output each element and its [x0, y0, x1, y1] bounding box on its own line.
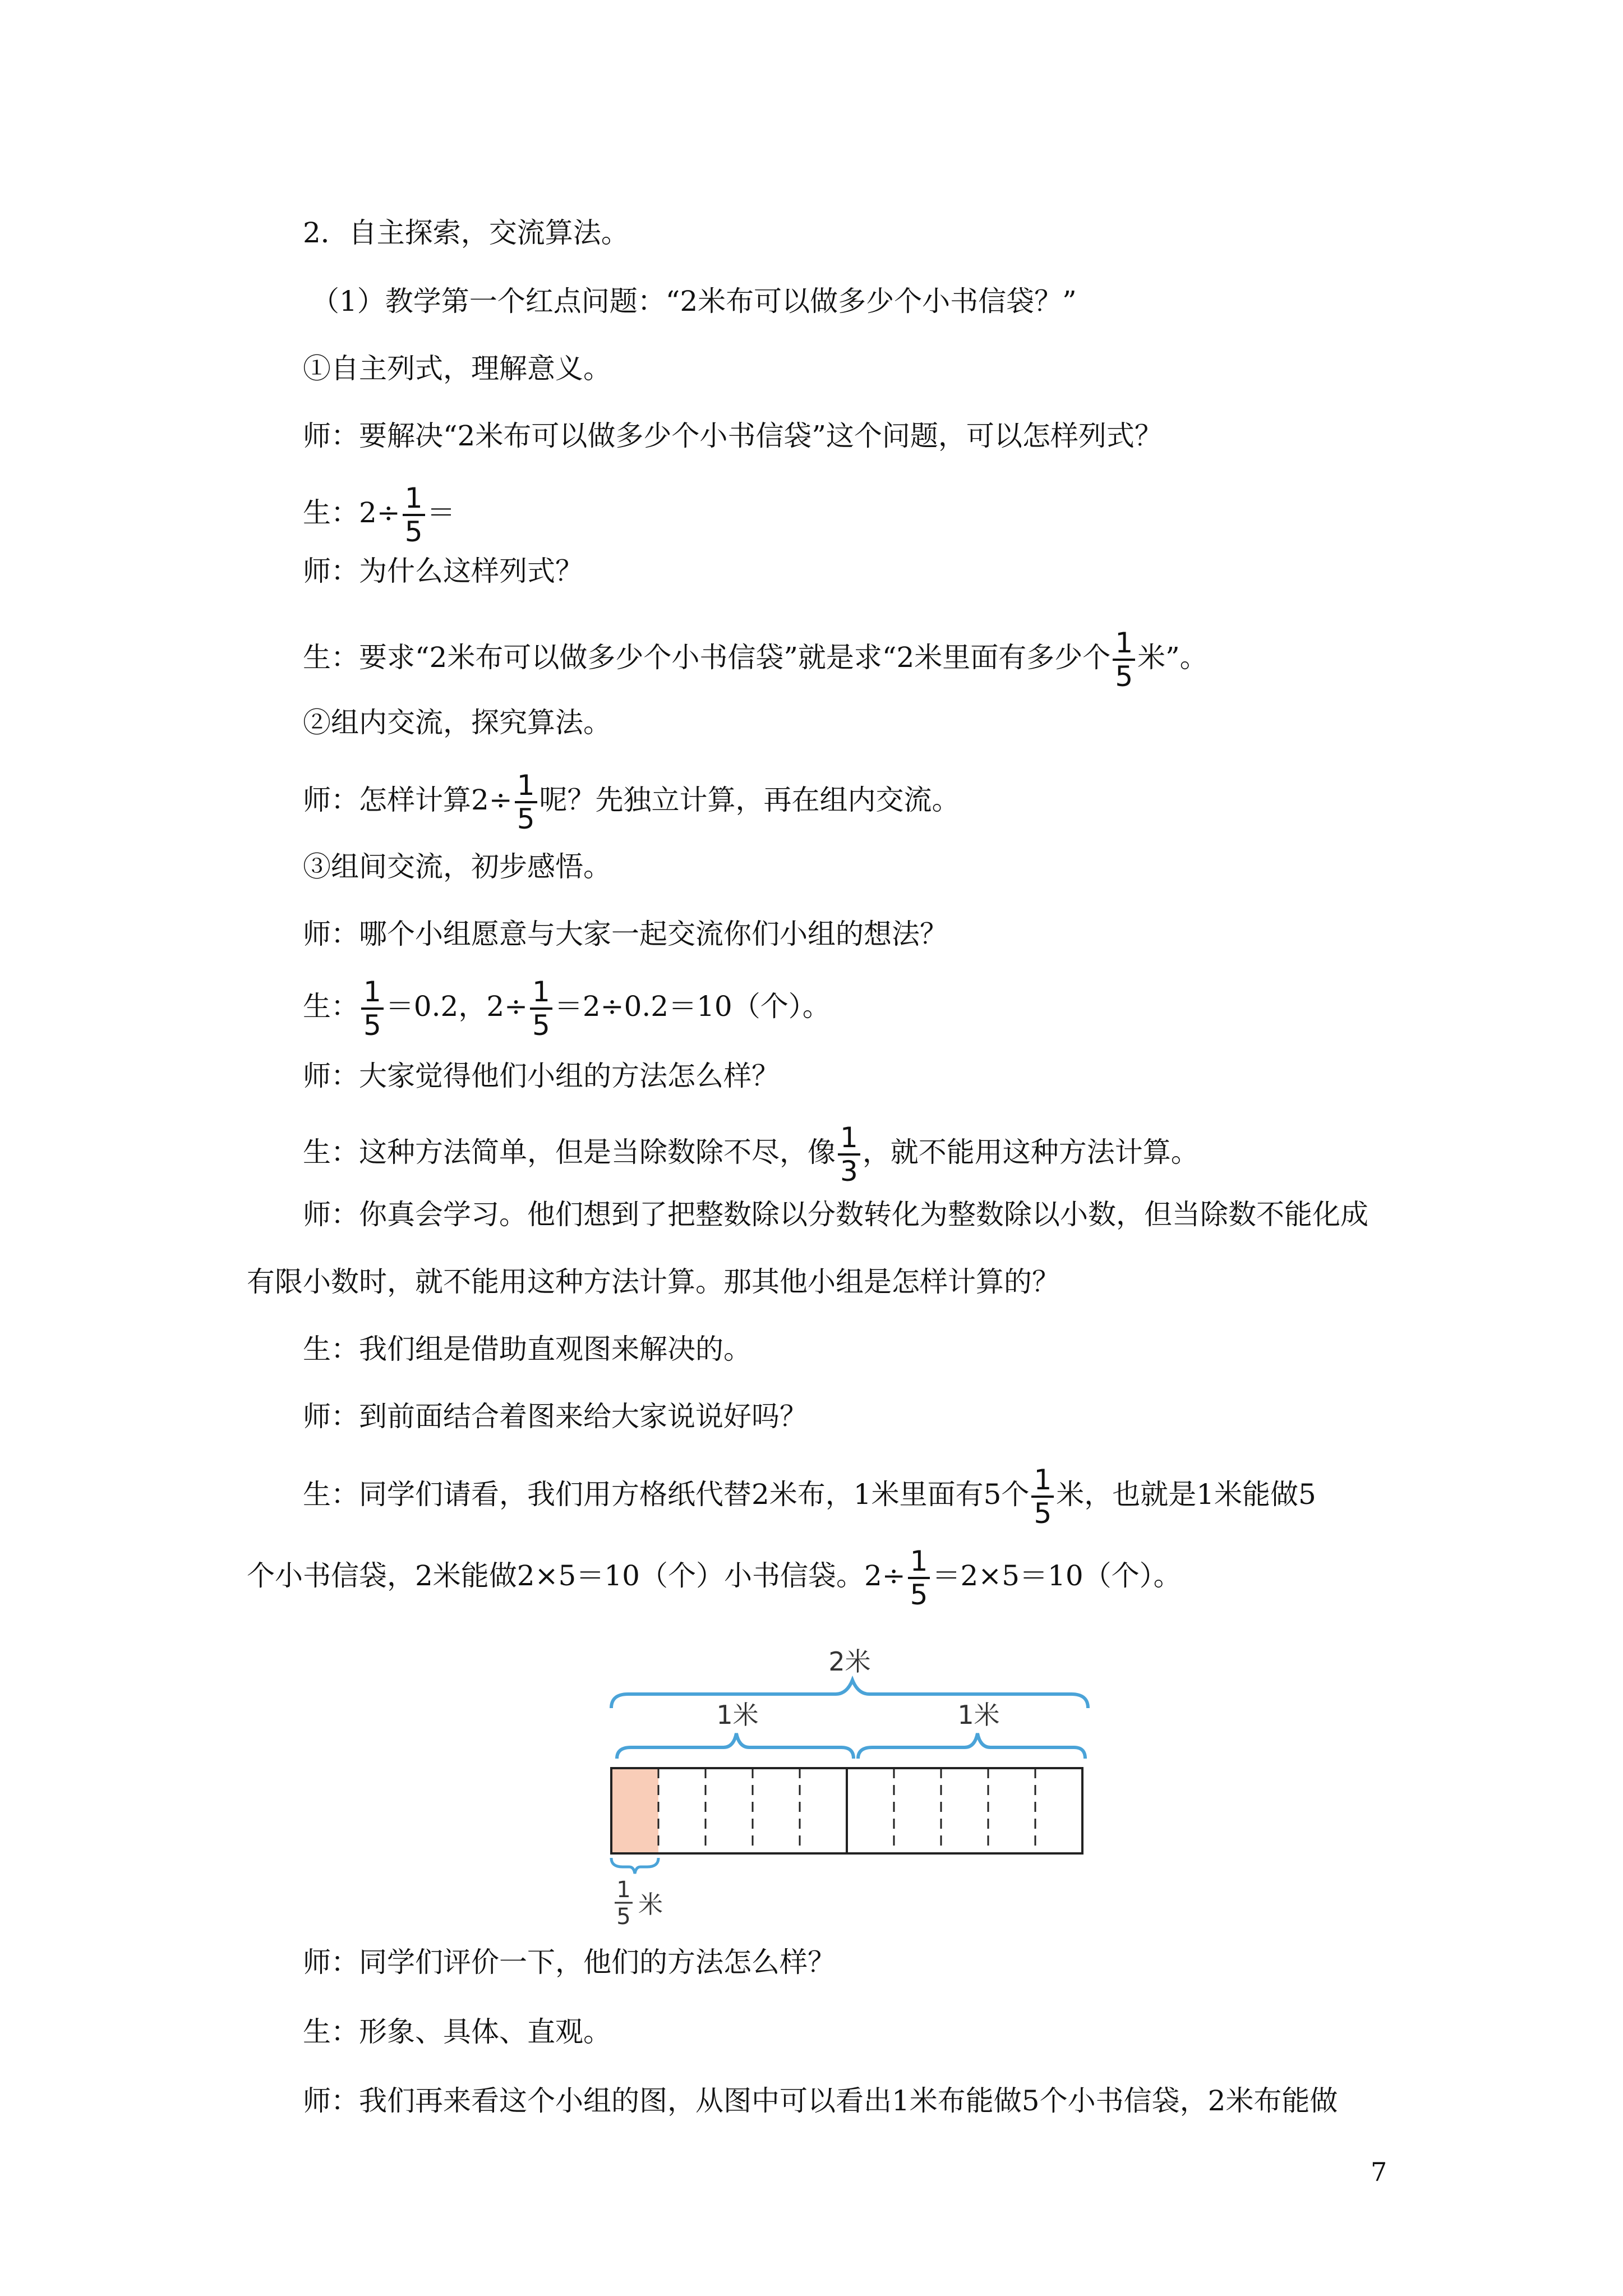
step-heading: 2．自主探索，交流算法。: [303, 217, 629, 249]
student-line: 生：我们组是借助直观图来解决的。: [303, 1333, 751, 1365]
formula-suffix: ＝: [427, 496, 455, 529]
fraction: [1031, 1464, 1054, 1529]
fraction-numerator: 1: [1115, 627, 1133, 659]
formula-suffix: ＝2×5＝10（个）。: [932, 1559, 1182, 1592]
student-formula-line: [303, 627, 1208, 692]
fraction: [1113, 627, 1135, 692]
fraction: [908, 1545, 930, 1611]
fraction: [403, 482, 425, 547]
sub-step-1: ①自主列式，理解意义。: [303, 352, 611, 385]
formula-suffix: 米”。: [1137, 641, 1208, 674]
formula-suffix: ，就不能用这种方法计算。: [862, 1136, 1199, 1168]
total-label: 2米: [828, 1646, 871, 1677]
fraction: [530, 976, 552, 1041]
teacher-line-continued: 有限小数时，就不能用这种方法计算。那其他小组是怎样计算的？: [247, 1266, 1060, 1298]
teacher-formula-line: [303, 770, 960, 835]
fraction-denominator: 5: [403, 514, 425, 547]
fraction: [361, 976, 384, 1041]
fraction-numerator: 1: [532, 976, 550, 1008]
teacher-line: 师：大家觉得他们小组的方法怎么样？: [303, 1060, 780, 1092]
student-formula-line: [303, 976, 831, 1041]
student-formula-line: [247, 1545, 1182, 1611]
formula-prefix: 生：同学们请看，我们用方格纸代替2米布，1米里面有5个: [303, 1478, 1030, 1511]
right-half-brace: [858, 1733, 1085, 1759]
fraction-denominator: 5: [515, 801, 537, 835]
fraction: [838, 1122, 860, 1187]
fraction-denominator: 5: [1113, 659, 1135, 692]
teacher-line: 师：要解决“2米布可以做多少个小书信袋”这个问题，可以怎样列式？: [303, 420, 1163, 452]
fraction-numerator: 1: [363, 976, 381, 1008]
teacher-line: 师：到前面结合着图来给大家说说好吗？: [303, 1400, 808, 1433]
teacher-line: 师：哪个小组愿意与大家一起交流你们小组的想法？: [303, 918, 948, 950]
formula-prefix: 个小书信袋，2米能做2×5＝10（个）小书信袋。2÷: [247, 1559, 906, 1592]
left-half-label: 1米: [716, 1700, 759, 1730]
formula-prefix: 生：这种方法简单，但是当除数除不尽，像: [303, 1136, 836, 1168]
fraction-denominator: 5: [361, 1007, 384, 1041]
teacher-line: 师：为什么这样列式？: [303, 555, 583, 587]
formula-prefix: 师：怎样计算2÷: [303, 784, 513, 816]
fraction-numerator: 1: [1034, 1464, 1052, 1496]
sub-step-2: ②组内交流，探究算法。: [303, 706, 611, 739]
student-formula-line: [303, 482, 455, 547]
formula-prefix: 生：2÷: [303, 496, 400, 529]
fraction-denominator: 5: [908, 1577, 930, 1611]
formula-prefix: 生：要求“2米布可以做多少个小书信袋”就是求“2米里面有多少个: [303, 641, 1111, 674]
student-formula-line: [303, 1464, 1316, 1529]
student-formula-line: [303, 1122, 1199, 1187]
fraction-denominator: 5: [1031, 1496, 1054, 1529]
fifth-label-denominator: 5: [616, 1904, 631, 1930]
formula-prefix: 生：: [303, 990, 359, 1023]
teacher-line: 师：我们再来看这个小组的图，从图中可以看出1米布能做5个小书信袋，2米布能做: [303, 2085, 1338, 2117]
fifth-label-unit: 米: [638, 1890, 663, 1919]
fraction-denominator: 3: [838, 1153, 860, 1187]
fraction-numerator: 1: [910, 1545, 928, 1577]
question-heading: （1）教学第一个红点问题：“2米布可以做多少个小书信袋？”: [311, 285, 1077, 318]
left-half-brace: [617, 1733, 854, 1759]
formula-suffix: 呢？先独立计算，再在组内交流。: [539, 784, 960, 816]
fraction-numerator: 1: [404, 482, 423, 514]
fifth-brace: [611, 1858, 658, 1874]
total-brace: [611, 1680, 1088, 1708]
right-half-label: 1米: [957, 1700, 1000, 1730]
fraction-numerator: 1: [517, 769, 535, 802]
page-number: 7: [1371, 2157, 1387, 2187]
formula-suffix: ＝2÷0.2＝10（个）。: [554, 990, 831, 1023]
student-line: 生：形象、具体、直观。: [303, 2016, 611, 2048]
formula-suffix: 米，也就是1米能做5: [1056, 1478, 1316, 1511]
formula-middle: ＝0.2，2÷: [385, 990, 528, 1023]
fifth-label-numerator: 1: [616, 1877, 631, 1903]
teacher-line: 师：同学们评价一下，他们的方法怎么样？: [303, 1946, 836, 1978]
teacher-line: 师：你真会学习。他们想到了把整数除以分数转化为整数除以小数，但当除数不能化成: [303, 1198, 1368, 1231]
cloth-diagram: [594, 1638, 1099, 1930]
sub-step-3: ③组间交流，初步感悟。: [303, 850, 611, 883]
highlighted-fifth: [611, 1768, 658, 1853]
fraction-denominator: 5: [530, 1007, 552, 1041]
fraction: [515, 770, 537, 835]
fraction-numerator: 1: [840, 1121, 858, 1154]
